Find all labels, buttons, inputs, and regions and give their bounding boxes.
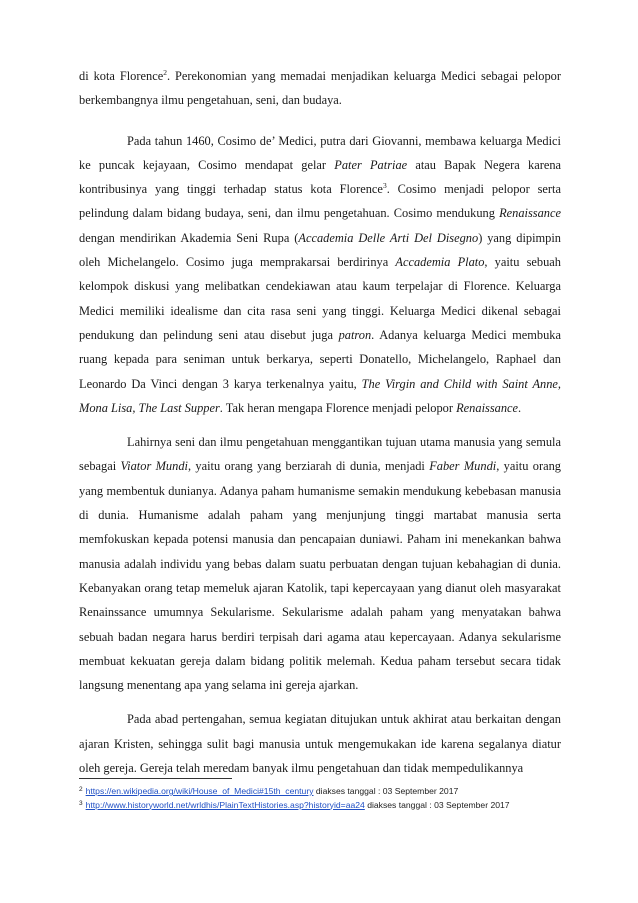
italic-text: patron: [338, 327, 372, 342]
paragraph: [79, 64, 561, 113]
text-segment: di kota Florence: [79, 69, 164, 83]
body-text: [79, 64, 561, 790]
italic-text: Faber Mundi: [429, 459, 497, 474]
text-segment: , yaitu orang yang berziarah di dunia, menjadi: [187, 459, 430, 474]
text-segment: ) yang dipimpin oleh Michelangelo. Cosimo juga memprakarsai berdirinya: [79, 230, 561, 270]
footnote-number: 3: [79, 799, 83, 807]
italic-text: Accademia Delle Arti Del Disegno: [298, 230, 479, 245]
italic-text: Accademia Plato: [395, 255, 485, 270]
paragraph: [79, 129, 561, 421]
footnote-number: 2: [79, 786, 83, 793]
footnote: [79, 798, 561, 812]
footnote-reference: 2: [163, 68, 167, 77]
footnote-link[interactable]: http://www.historyworld.net/wrldhis/PlainTextHistories.asp?historyid=aa24: [85, 799, 365, 810]
footnote-link[interactable]: https://en.wikipedia.org/wiki/House_of_Medici#15th_century: [85, 786, 314, 796]
footnote-reference: 3: [382, 181, 387, 191]
italic-text: Viator Mundi: [120, 459, 188, 474]
italic-text: Pater Patriae: [334, 157, 408, 172]
text-segment: Lahirnya seni dan ilmu pengetahuan menggantikan tujuan utama manusia yang semula sebagai: [79, 435, 561, 474]
text-segment: . Cosimo menjadi pelopor serta pelindung dalam bidang budaya, seni, dan ilmu pengetahuan. Cosimo mendukung: [79, 182, 561, 221]
footnote: [79, 784, 561, 798]
footnote-access-date: diakses tanggal : 03 September 2017: [364, 799, 510, 810]
italic-text: Renaissance: [499, 206, 561, 221]
text-segment: . Tak heran mengapa Florence menjadi pelopor: [219, 400, 457, 415]
footnote-separator: [79, 778, 232, 779]
footnotes: [79, 784, 561, 811]
italic-text: The Virgin and Child with Saint Anne, Mona Lisa, The Last Supper: [79, 376, 562, 415]
paragraph: [79, 707, 561, 780]
text-segment: .: [518, 400, 522, 415]
text-segment: , yaitu orang yang membentuk dunianya. Adanya paham humanisme semakin mendukung kebebasan manusia di dunia. Humanisme adalah paham yang menjunjung tinggi martabat manusia serta memfokuskan kepada potensi manusia dan pencapaian duniawi. Paham ini menekankan bahwa manusia adalah individu yang bebas dalam suatu perbuatan dengan tujuan kebahagian di dunia. Kebanyakan orang tetap memeluk ajaran Katolik, tapi kepercayaan yang dianut oleh masyarakat Renainssance umumnya Sekularisme. Sekularisme adalah paham yang menyatakan bahwa sebuah badan negara harus berdiri terpisah dari agama atau kepercayaan. Adanya sekularisme membuat kekuatan gereja dalam bidang politik melemah. Kedua paham tersebut secara tidak langsung menentang apa yang selama ini gereja ajarkan.: [79, 459, 561, 693]
text-segment: Pada abad pertengahan, semua kegiatan ditujukan untuk akhirat atau berkaitan dengan ajaran Kristen, sehingga sulit bagi manusia untuk mengemukakan ide karena segalanya diatur oleh gereja. Gereja telah meredam banyak ilmu pengetahuan dan tidak mempedulikannya: [79, 712, 561, 776]
paragraph: [79, 430, 561, 697]
text-segment: , yaitu sebuah kelompok diskusi yang melibatkan cendekiawan atau kaum terpelajar di Florence. Keluarga Medici memiliki idealisme dan cita rasa seni yang tinggi. Keluarga Medici dikenal sebagai pendukung dan pelindung seni atau disebut juga: [79, 255, 561, 342]
text-segment: . Perekonomian yang memadai menjadikan keluarga Medici sebagai pelopor berkembangnya ilmu pengetahuan, seni, dan budaya.: [79, 69, 561, 108]
text-segment: Pada tahun 1460, Cosimo de’ Medici, putra dari Giovanni, membawa keluarga Medici ke puncak kejayaan, Cosimo mendapat gelar: [79, 133, 561, 172]
italic-text: Renaissance: [456, 400, 519, 415]
text-segment: . Adanya keluarga Medici membuka ruang kepada para seniman untuk berkarya, seperti Donatello, Michelangelo, Raphael dan Leonardo Da Vinci dengan 3 karya terkenalnya yaitu,: [79, 327, 561, 391]
text-segment: dengan mendirikan Akademia Seni Rupa (: [79, 230, 299, 245]
footnote-access-date: diakses tanggal : 03 September 2017: [313, 786, 459, 796]
text-segment: atau Bapak Negera karena kontribusinya yang tinggi terhadap status kota Florence: [79, 157, 562, 197]
